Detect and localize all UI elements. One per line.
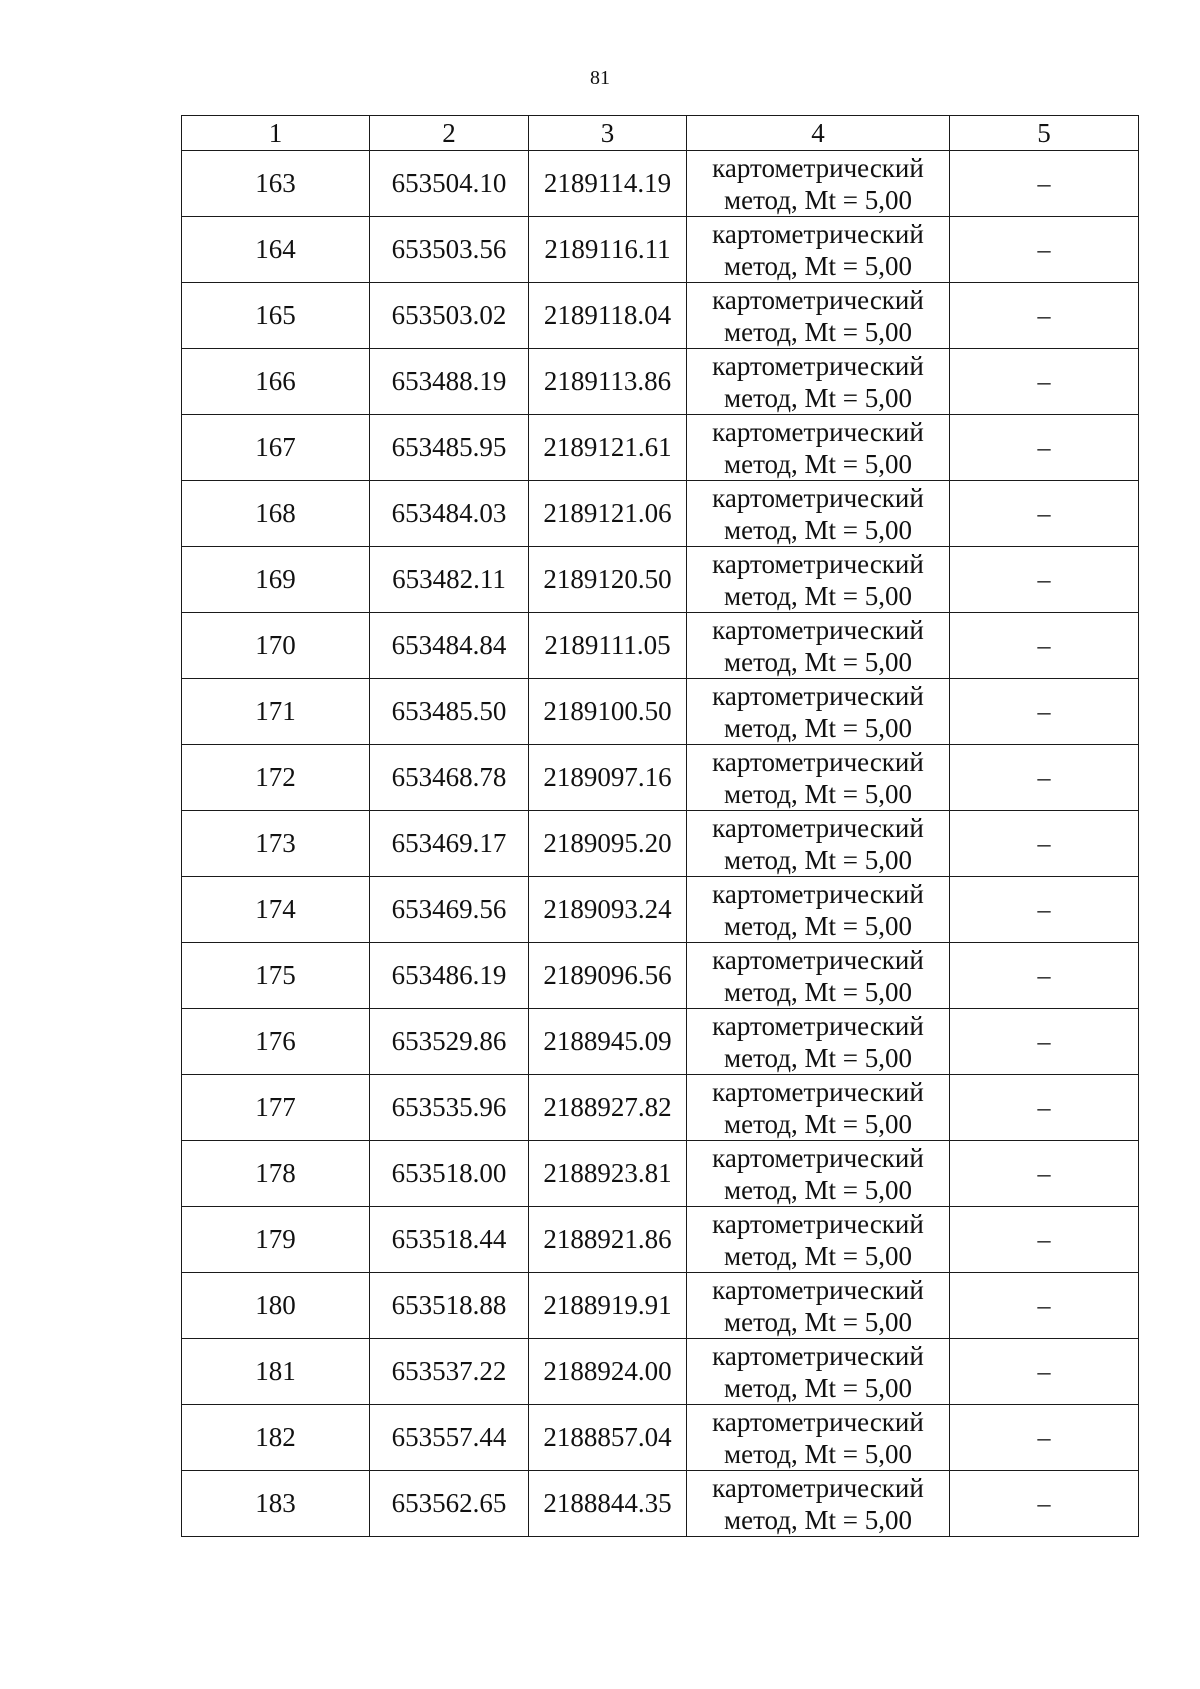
method-cell xyxy=(687,613,950,679)
method-line-2: метод, Mt = 5,00 xyxy=(724,910,912,941)
method-line-1: картометрический xyxy=(712,1406,924,1437)
header-col-5: 5 xyxy=(950,116,1139,151)
point-number: 183 xyxy=(182,1471,370,1537)
table-row xyxy=(182,679,1139,745)
point-number: 170 xyxy=(182,613,370,679)
col5-cell: – xyxy=(950,1009,1139,1075)
method-cell xyxy=(687,877,950,943)
col5-cell: – xyxy=(950,481,1139,547)
col5-cell: – xyxy=(950,217,1139,283)
coord-x: 653518.00 xyxy=(370,1141,529,1207)
coord-x: 653486.19 xyxy=(370,943,529,1009)
method-line-2: метод, Mt = 5,00 xyxy=(724,1372,912,1403)
coord-y: 2189121.61 xyxy=(529,415,687,481)
point-number: 164 xyxy=(182,217,370,283)
col5-cell: – xyxy=(950,1141,1139,1207)
point-number: 165 xyxy=(182,283,370,349)
table-row xyxy=(182,811,1139,877)
table-row xyxy=(182,217,1139,283)
method-line-1: картометрический xyxy=(712,614,924,645)
method-line-2: метод, Mt = 5,00 xyxy=(724,382,912,413)
table-row xyxy=(182,1075,1139,1141)
coord-x: 653537.22 xyxy=(370,1339,529,1405)
point-number: 181 xyxy=(182,1339,370,1405)
coord-x: 653484.03 xyxy=(370,481,529,547)
method-line-1: картометрический xyxy=(712,878,924,909)
method-cell xyxy=(687,349,950,415)
method-line-2: метод, Mt = 5,00 xyxy=(724,778,912,809)
method-cell xyxy=(687,415,950,481)
col5-cell: – xyxy=(950,547,1139,613)
col5-cell: – xyxy=(950,745,1139,811)
table-row xyxy=(182,415,1139,481)
method-cell xyxy=(687,1075,950,1141)
method-cell xyxy=(687,679,950,745)
col5-cell: – xyxy=(950,1207,1139,1273)
method-line-2: метод, Mt = 5,00 xyxy=(724,844,912,875)
method-cell xyxy=(687,1471,950,1537)
method-line-1: картометрический xyxy=(712,416,924,447)
method-line-1: картометрический xyxy=(712,746,924,777)
table-row xyxy=(182,283,1139,349)
point-number: 179 xyxy=(182,1207,370,1273)
method-line-1: картометрический xyxy=(712,218,924,249)
coord-x: 653518.44 xyxy=(370,1207,529,1273)
page-number: 81 xyxy=(590,67,610,89)
method-line-2: метод, Mt = 5,00 xyxy=(724,250,912,281)
coord-y: 2189093.24 xyxy=(529,877,687,943)
coord-y: 2189121.06 xyxy=(529,481,687,547)
coord-x: 653469.17 xyxy=(370,811,529,877)
col5-cell: – xyxy=(950,283,1139,349)
coord-y: 2189096.56 xyxy=(529,943,687,1009)
table-row xyxy=(182,151,1139,217)
method-cell xyxy=(687,1339,950,1405)
method-line-2: метод, Mt = 5,00 xyxy=(724,514,912,545)
table-header xyxy=(182,116,1139,151)
method-line-1: картометрический xyxy=(712,1010,924,1041)
table-row xyxy=(182,613,1139,679)
point-number: 177 xyxy=(182,1075,370,1141)
method-cell xyxy=(687,1141,950,1207)
method-cell xyxy=(687,151,950,217)
method-line-1: картометрический xyxy=(712,482,924,513)
coord-x: 653518.88 xyxy=(370,1273,529,1339)
coord-y: 2189111.05 xyxy=(529,613,687,679)
point-number: 169 xyxy=(182,547,370,613)
method-cell xyxy=(687,283,950,349)
point-number: 182 xyxy=(182,1405,370,1471)
method-line-1: картометрический xyxy=(712,1142,924,1173)
method-line-2: метод, Mt = 5,00 xyxy=(724,976,912,1007)
method-line-1: картометрический xyxy=(712,152,924,183)
coord-x: 653504.10 xyxy=(370,151,529,217)
coord-y: 2189100.50 xyxy=(529,679,687,745)
table-row xyxy=(182,877,1139,943)
coord-y: 2188844.35 xyxy=(529,1471,687,1537)
table-row xyxy=(182,481,1139,547)
table-row xyxy=(182,547,1139,613)
point-number: 171 xyxy=(182,679,370,745)
header-col-4: 4 xyxy=(687,116,950,151)
coord-x: 653469.56 xyxy=(370,877,529,943)
method-line-2: метод, Mt = 5,00 xyxy=(724,1042,912,1073)
coord-y: 2189120.50 xyxy=(529,547,687,613)
method-cell xyxy=(687,547,950,613)
method-cell xyxy=(687,1273,950,1339)
col5-cell: – xyxy=(950,151,1139,217)
method-line-1: картометрический xyxy=(712,812,924,843)
method-cell xyxy=(687,811,950,877)
point-number: 163 xyxy=(182,151,370,217)
method-line-1: картометрический xyxy=(712,350,924,381)
coord-x: 653562.65 xyxy=(370,1471,529,1537)
method-line-1: картометрический xyxy=(712,1208,924,1239)
method-cell xyxy=(687,1207,950,1273)
point-number: 178 xyxy=(182,1141,370,1207)
coord-x: 653485.50 xyxy=(370,679,529,745)
coord-x: 653482.11 xyxy=(370,547,529,613)
method-cell xyxy=(687,943,950,1009)
method-cell xyxy=(687,217,950,283)
coord-y: 2188927.82 xyxy=(529,1075,687,1141)
method-line-2: метод, Mt = 5,00 xyxy=(724,580,912,611)
method-line-2: метод, Mt = 5,00 xyxy=(724,1174,912,1205)
method-line-2: метод, Mt = 5,00 xyxy=(724,184,912,215)
header-col-3: 3 xyxy=(529,116,687,151)
table-row xyxy=(182,1207,1139,1273)
coord-y: 2188923.81 xyxy=(529,1141,687,1207)
coord-x: 653529.86 xyxy=(370,1009,529,1075)
method-cell xyxy=(687,1405,950,1471)
col5-cell: – xyxy=(950,349,1139,415)
coord-y: 2189118.04 xyxy=(529,283,687,349)
coord-x: 653503.56 xyxy=(370,217,529,283)
coord-y: 2189097.16 xyxy=(529,745,687,811)
col5-cell: – xyxy=(950,613,1139,679)
header-row xyxy=(182,116,1139,151)
coord-y: 2188921.86 xyxy=(529,1207,687,1273)
point-number: 175 xyxy=(182,943,370,1009)
table-row xyxy=(182,1405,1139,1471)
point-number: 168 xyxy=(182,481,370,547)
coord-y: 2188857.04 xyxy=(529,1405,687,1471)
col5-cell: – xyxy=(950,679,1139,745)
method-line-1: картометрический xyxy=(712,548,924,579)
method-cell xyxy=(687,1009,950,1075)
method-line-2: метод, Mt = 5,00 xyxy=(724,1108,912,1139)
method-line-1: картометрический xyxy=(712,680,924,711)
method-line-2: метод, Mt = 5,00 xyxy=(724,1240,912,1271)
table-row xyxy=(182,349,1139,415)
coord-x: 653503.02 xyxy=(370,283,529,349)
col5-cell: – xyxy=(950,1471,1139,1537)
method-line-1: картометрический xyxy=(712,1274,924,1305)
header-col-2: 2 xyxy=(370,116,529,151)
coordinates-table xyxy=(181,115,1139,1537)
point-number: 173 xyxy=(182,811,370,877)
method-line-2: метод, Mt = 5,00 xyxy=(724,712,912,743)
table-row xyxy=(182,745,1139,811)
coord-y: 2188924.00 xyxy=(529,1339,687,1405)
method-line-1: картометрический xyxy=(712,284,924,315)
coord-y: 2189116.11 xyxy=(529,217,687,283)
coord-y: 2188919.91 xyxy=(529,1273,687,1339)
col5-cell: – xyxy=(950,877,1139,943)
method-line-2: метод, Mt = 5,00 xyxy=(724,316,912,347)
coord-x: 653557.44 xyxy=(370,1405,529,1471)
col5-cell: – xyxy=(950,1339,1139,1405)
table-row xyxy=(182,1339,1139,1405)
method-line-1: картометрический xyxy=(712,944,924,975)
method-line-1: картометрический xyxy=(712,1340,924,1371)
coord-y: 2189114.19 xyxy=(529,151,687,217)
point-number: 167 xyxy=(182,415,370,481)
method-line-2: метод, Mt = 5,00 xyxy=(724,448,912,479)
coord-x: 653488.19 xyxy=(370,349,529,415)
col5-cell: – xyxy=(950,811,1139,877)
method-line-1: картометрический xyxy=(712,1472,924,1503)
method-line-2: метод, Mt = 5,00 xyxy=(724,1438,912,1469)
coord-y: 2188945.09 xyxy=(529,1009,687,1075)
col5-cell: – xyxy=(950,1075,1139,1141)
col5-cell: – xyxy=(950,943,1139,1009)
point-number: 180 xyxy=(182,1273,370,1339)
method-line-1: картометрический xyxy=(712,1076,924,1107)
coord-x: 653485.95 xyxy=(370,415,529,481)
point-number: 174 xyxy=(182,877,370,943)
table-row xyxy=(182,1471,1139,1537)
point-number: 172 xyxy=(182,745,370,811)
table-row xyxy=(182,943,1139,1009)
col5-cell: – xyxy=(950,415,1139,481)
coord-y: 2189113.86 xyxy=(529,349,687,415)
method-cell xyxy=(687,481,950,547)
table-row xyxy=(182,1141,1139,1207)
coord-x: 653468.78 xyxy=(370,745,529,811)
table-row xyxy=(182,1009,1139,1075)
col5-cell: – xyxy=(950,1405,1139,1471)
col5-cell: – xyxy=(950,1273,1139,1339)
method-line-2: метод, Mt = 5,00 xyxy=(724,1504,912,1535)
method-line-2: метод, Mt = 5,00 xyxy=(724,1306,912,1337)
table-row xyxy=(182,1273,1139,1339)
coord-y: 2189095.20 xyxy=(529,811,687,877)
table-body xyxy=(182,151,1139,1537)
method-cell xyxy=(687,745,950,811)
header-col-1: 1 xyxy=(182,116,370,151)
coord-x: 653535.96 xyxy=(370,1075,529,1141)
coord-x: 653484.84 xyxy=(370,613,529,679)
method-line-2: метод, Mt = 5,00 xyxy=(724,646,912,677)
point-number: 176 xyxy=(182,1009,370,1075)
point-number: 166 xyxy=(182,349,370,415)
